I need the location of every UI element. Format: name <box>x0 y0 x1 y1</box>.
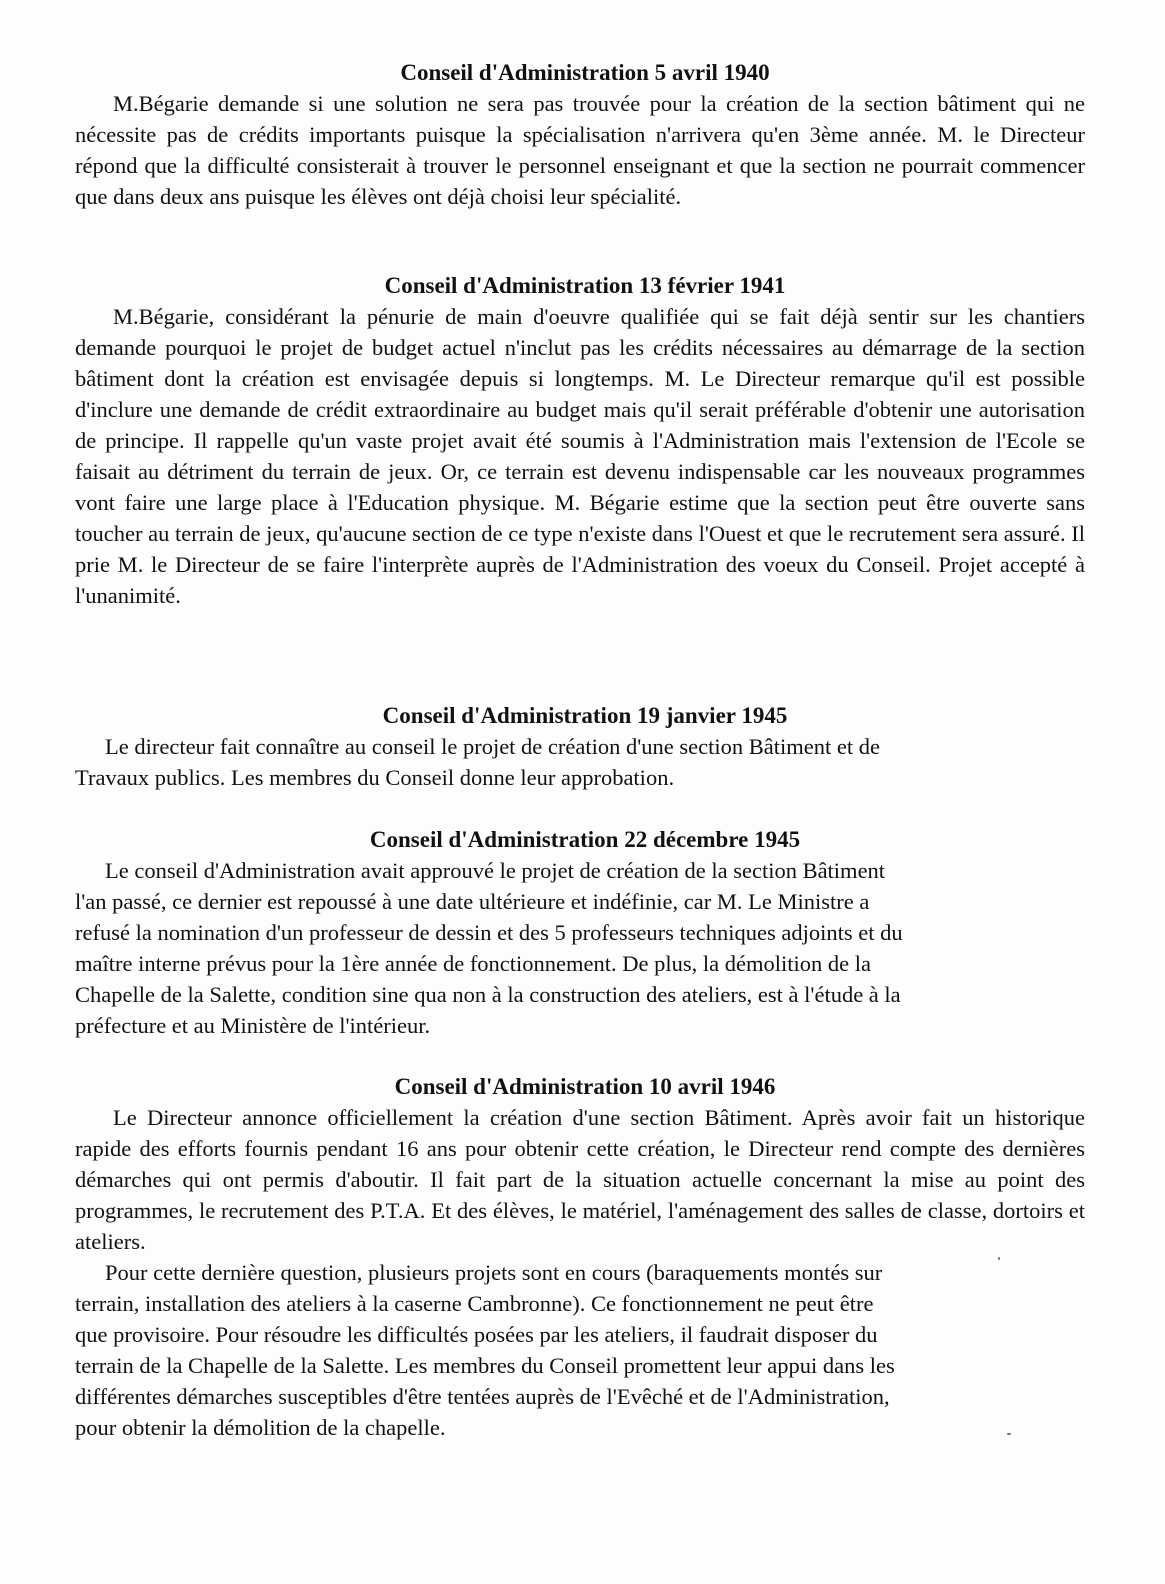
section-paragraph: Le Directeur annonce officiellement la création d'une section Bâtiment. Après avoir fait un historique rapide des efforts fournis pendant 16 ans pour obtenir cette création, le Directeur rend compte des dernières démarches qui ont permis d'aboutir. Il fait part de la situation actuelle concernant la mise au point des programmes, le recrutement des P.T.A. Et des élèves, le matériel, l'aménagement des salles de classe, dortoirs et ateliers. <box>75 1105 1085 1254</box>
section-paragraph: Le directeur fait connaître au conseil le projet de création d'une section Bâtiment et de Travaux publics. Les membres du Conseil donne leur approbation. <box>75 734 880 790</box>
section-paragraph: M.Bégarie demande si une solution ne sera pas trouvée pour la création de la section bâtiment qui ne nécessite pas de crédits importants puisque la spécialisation n'arrivera qu'en 3ème année. M. le Directeur répond que la difficulté consisterait à trouver le personnel enseignant et que la section ne pourrait commencer que dans deux ans puisque les élèves ont déjà choisi leur spécialité. <box>75 91 1085 209</box>
section-heading: Conseil d'Administration 22 décembre 1945 <box>369 827 801 852</box>
minutes-section-1946-04-10 <box>75 1071 1085 1443</box>
section-heading: Conseil d'Administration 13 février 1941 <box>384 273 786 298</box>
scan-speck <box>998 1257 1000 1260</box>
section-heading: Conseil d'Administration 5 avril 1940 <box>400 60 770 85</box>
minutes-section-1940-04-05 <box>75 57 1085 212</box>
section-heading: Conseil d'Administration 19 janvier 1945 <box>382 703 788 728</box>
minutes-section-1945-01-19 <box>75 700 1085 793</box>
section-paragraph: Pour cette dernière question, plusieurs projets sont en cours (baraquements montés sur terrain, installation des ateliers à la caserne Cambronne). Ce fonctionnement ne peut être que provisoire. Pour résoudre les difficultés posées par les ateliers, il faudrait disposer du terrain de la Chapelle de la Salette. Les membres du Conseil promettent leur appui dans les différentes démarches susceptibles d'être tentées auprès de l'Evêché et de l'Administration, pour obtenir la démolition de la chapelle. <box>75 1260 895 1440</box>
minutes-section-1945-12-22 <box>75 824 1085 1041</box>
scan-speck <box>1007 1433 1011 1435</box>
section-paragraph: M.Bégarie, considérant la pénurie de main d'oeuvre qualifiée qui se fait déjà sentir sur les chantiers demande pourquoi le projet de budget actuel n'inclut pas les crédits nécessaires au démarrage de la section bâtiment dont la création est envisagée depuis si longtemps. M. Le Directeur remarque qu'il est possible d'inclure une demande de crédit extraordinaire au budget mais qu'il serait préférable d'obtenir une autorisation de principe. Il rappelle qu'un vaste projet avait été soumis à l'Administration mais l'extension de l'Ecole se faisait au détriment du terrain de jeux. Or, ce terrain est devenu indispensable car les nouveaux programmes vont faire une large place à l'Education physique. M. Bégarie estime que la section peut être ouverte sans toucher au terrain de jeux, qu'aucune section de ce type n'existe dans l'Ouest et que le recrutement sera assuré. Il prie M. le Directeur de se faire l'interprète auprès de l'Administration des voeux du Conseil. Projet accepté à l'unanimité. <box>75 304 1085 608</box>
minutes-section-1941-02-13 <box>75 270 1085 611</box>
section-heading: Conseil d'Administration 10 avril 1946 <box>394 1074 776 1099</box>
section-paragraph: Le conseil d'Administration avait approuvé le projet de création de la section Bâtiment l'an passé, ce dernier est repoussé à une date ultérieure et indéfinie, car M. Le Ministre a refusé la nomination d'un professeur de dessin et des 5 professeurs techniques adjoints et du maître interne prévus pour la 1ère année de fonctionnement. De plus, la démolition de la Chapelle de la Salette, condition sine qua non à la construction des ateliers, est à l'étude à la préfecture et au Ministère de l'intérieur. <box>75 858 903 1038</box>
